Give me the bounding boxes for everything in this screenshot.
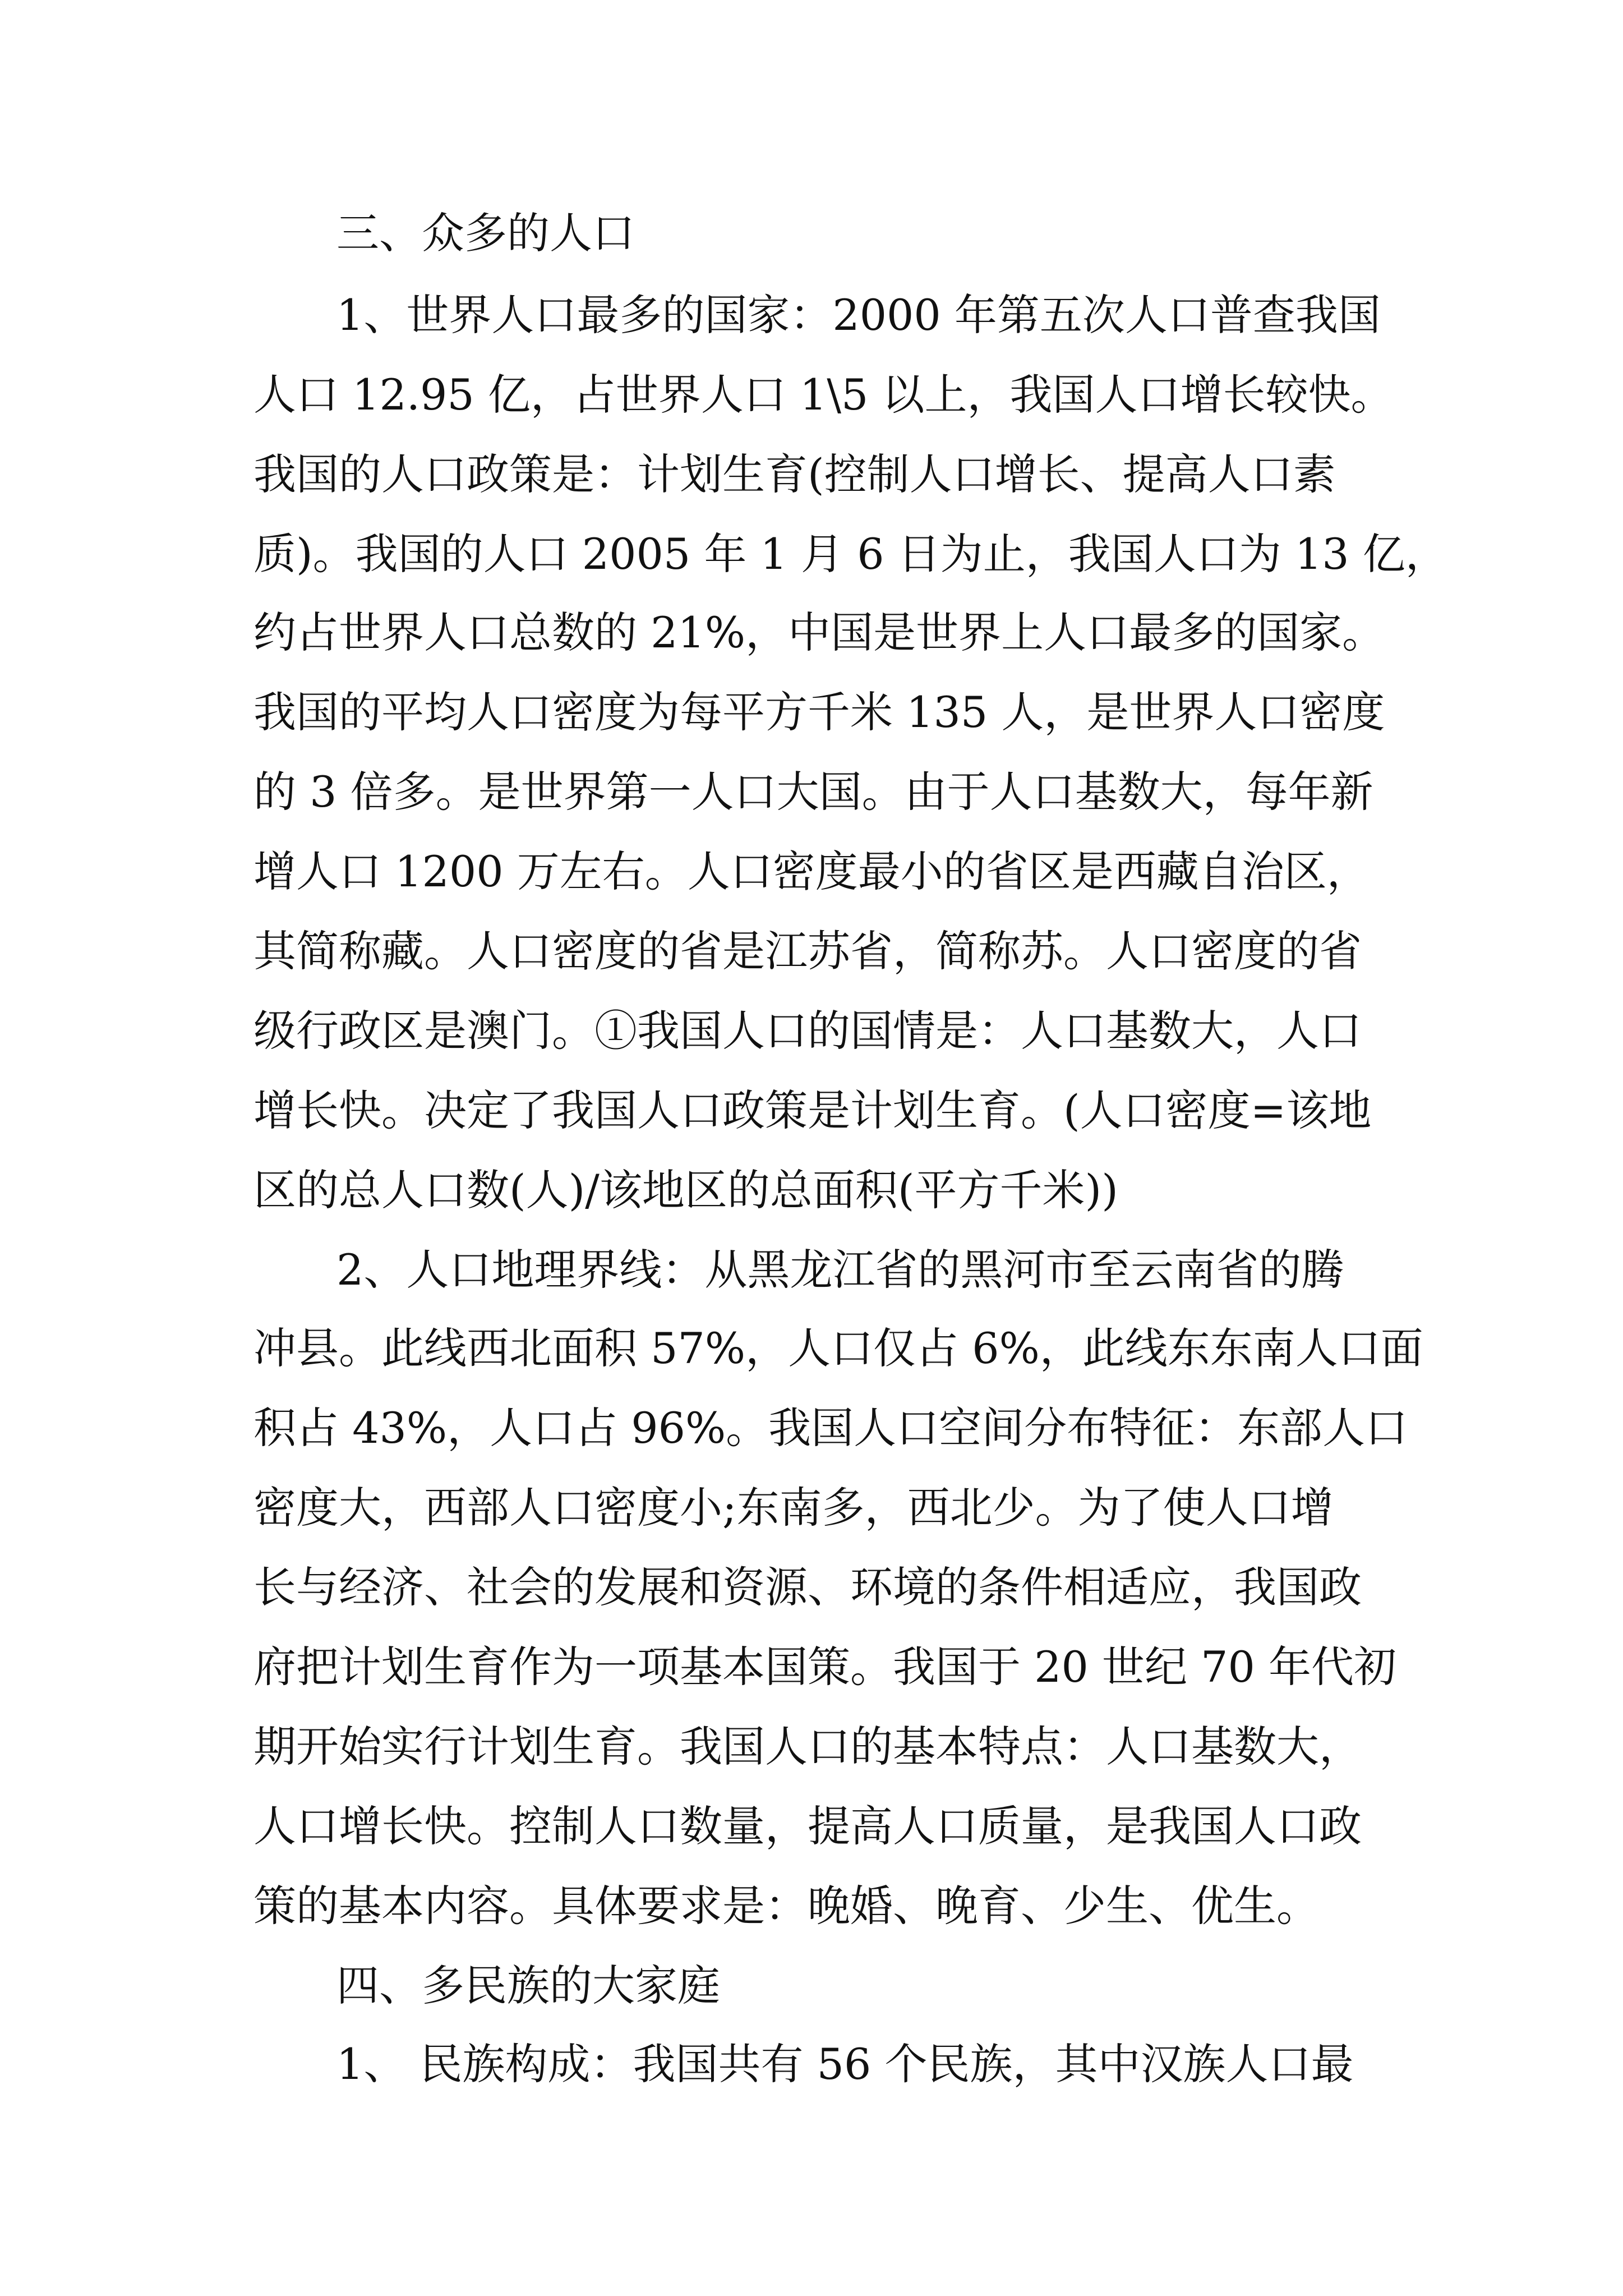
section-heading-ethnic-groups: 四、多民族的大家庭 (336, 1961, 720, 2010)
section-heading-population: 三、众多的人口 (336, 208, 635, 258)
paragraph-line: 期开始实行计划生育。我国人口的基本特点：人口基数大， (253, 1722, 1362, 1772)
paragraph-line: 级行政区是澳门。①我国人口的国情是：人口基数大，人口 (253, 1006, 1362, 1056)
paragraph-line: 的 3 倍多。是世界第一人口大国。由于人口基数大，每年新 (253, 767, 1373, 817)
paragraph-line: 密度大，西部人口密度小;东南多，西北少。为了使人口增 (253, 1483, 1334, 1533)
paragraph-line: 策的基本内容。具体要求是：晚婚、晚育、少生、优生。 (253, 1881, 1319, 1931)
paragraph-line: 人口 12.95 亿，占世界人口 1\5 以上，我国人口增长较快。 (253, 370, 1394, 420)
paragraph-line: 积占 43%，人口占 96%。我国人口空间分布特征：东部人口 (253, 1403, 1408, 1453)
paragraph-line: 府把计划生育作为一项基本国策。我国于 20 世纪 70 年代初 (253, 1642, 1397, 1692)
paragraph-line: 其简称藏。人口密度的省是江苏省，简称苏。人口密度的省 (253, 926, 1362, 976)
paragraph-line: 我国的平均人口密度为每平方千米 135 人，是世界人口密度 (253, 687, 1385, 737)
paragraph-line: 2、人口地理界线：从黑龙江省的黑河市至云南省的腾 (336, 1245, 1344, 1295)
paragraph-line: 1、 民族构成：我国共有 56 个民族，其中汉族人口最 (336, 2039, 1354, 2089)
paragraph-line: 冲县。此线西北面积 57%，人口仅占 6%，此线东东南人口面 (253, 1323, 1423, 1373)
paragraph-line: 约占世界人口总数的 21%，中国是世界上人口最多的国家。 (253, 608, 1385, 657)
paragraph-line: 1、世界人口最多的国家：2000 年第五次人口普查我国 (336, 290, 1381, 340)
paragraph-line: 长与经济、社会的发展和资源、环境的条件相适应，我国政 (253, 1562, 1362, 1612)
paragraph-line: 增长快。决定了我国人口政策是计划生育。(人口密度=该地 (253, 1085, 1372, 1135)
paragraph-line: 质)。我国的人口 2005 年 1 月 6 日为止，我国人口为 13 亿， (253, 529, 1448, 579)
paragraph-line: 我国的人口政策是：计划生育(控制人口增长、提高人口素 (253, 449, 1336, 499)
paragraph-line: 增人口 1200 万左右。人口密度最小的省区是西藏自治区， (253, 846, 1370, 896)
paragraph-line: 区的总人口数(人)/该地区的总面积(平方千米)) (253, 1165, 1118, 1215)
paragraph-line: 人口增长快。控制人口数量，提高人口质量，是我国人口政 (253, 1801, 1362, 1851)
